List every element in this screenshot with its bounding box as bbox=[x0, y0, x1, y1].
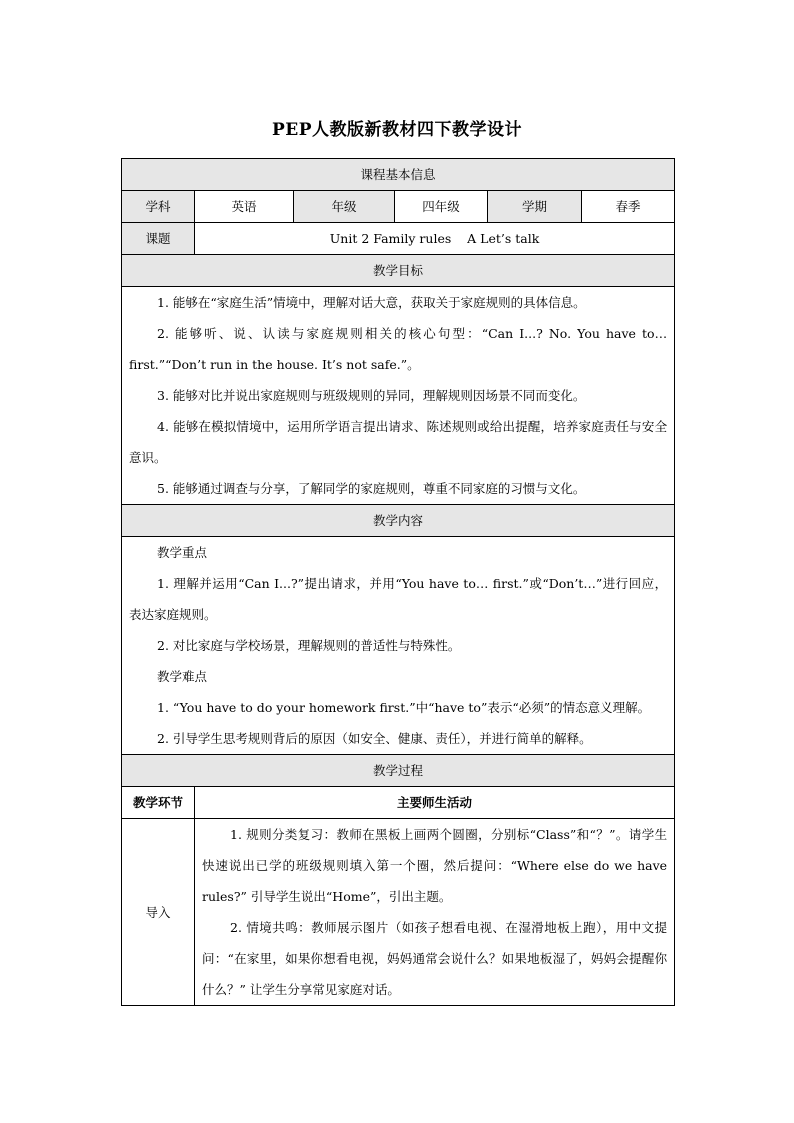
activity-column-header: 主要师生活动 bbox=[195, 787, 675, 819]
basic-info-header: 课程基本信息 bbox=[122, 159, 675, 191]
term-value: 春季 bbox=[582, 191, 675, 223]
basic-info-header-row bbox=[122, 159, 675, 191]
process-row-intro bbox=[122, 819, 675, 1006]
goals-cell bbox=[122, 287, 675, 505]
grade-value: 四年级 bbox=[395, 191, 488, 223]
process-header-row bbox=[122, 755, 675, 787]
lesson-plan-table bbox=[121, 158, 675, 1006]
goals-header: 教学目标 bbox=[122, 255, 675, 287]
key-point-item: 2. 对比家庭与学校场景，理解规则的普适性与特殊性。 bbox=[157, 638, 461, 653]
activity-paragraph: 2. 情境共鸣：教师展示图片（如孩子想看电视、在湿滑地板上跑），用中文提问：“在家里，如果你想看电视，妈妈通常会说什么？如果地板湿了，妈妈会提醒你什么？” 让学生分享常见家庭对话。 bbox=[202, 920, 668, 997]
process-header: 教学过程 bbox=[122, 755, 675, 787]
goal-item: 4. 能够在模拟情境中，运用所学语言提出请求、陈述规则或给出提醒，培养家庭责任与安全意识。 bbox=[129, 419, 668, 465]
activity-paragraph: 1. 规则分类复习：教师在黑板上画两个圆圈，分别标“Class”和“？”。请学生快速说出已学的班级规则填入第一个圈，然后提问：“Where else do we have rules?” 引导学生说出“Home”，引出主题。 bbox=[202, 827, 668, 904]
goal-item: 1. 能够在“家庭生活”情境中，理解对话大意，获取关于家庭规则的具体信息。 bbox=[157, 295, 586, 310]
content-cell bbox=[122, 537, 675, 755]
goal-item: 2. 能够听、说、认读与家庭规则相关的核心句型：“Can I...? No. You have to… first.”“Don’t run in the house. It’s not safe.”。 bbox=[129, 326, 668, 372]
subject-value: 英语 bbox=[195, 191, 294, 223]
goal-item: 3. 能够对比并说出家庭规则与班级规则的异同，理解规则因场景不同而变化。 bbox=[157, 388, 586, 403]
key-point-item: 1. 理解并运用“Can I...?”提出请求，并用“You have to… first.”或“Don’t…”进行回应，表达家庭规则。 bbox=[129, 576, 668, 622]
subject-label: 学科 bbox=[122, 191, 195, 223]
content-header: 教学内容 bbox=[122, 505, 675, 537]
goals-row bbox=[122, 287, 675, 505]
difficult-point-item: 1. “You have to do your homework first.”中“have to”表示“必须”的情态意义理解。 bbox=[157, 700, 651, 715]
difficult-point-item: 2. 引导学生思考规则背后的原因（如安全、健康、责任），并进行简单的解释。 bbox=[157, 731, 592, 746]
document-title: PEP人教版新教材四下教学设计 bbox=[271, 120, 523, 140]
grade-label: 年级 bbox=[294, 191, 395, 223]
topic-value: Unit 2 Family rules A Let’s talk bbox=[195, 223, 675, 255]
key-points-title: 教学重点 bbox=[157, 545, 208, 560]
content-header-row bbox=[122, 505, 675, 537]
activity-cell bbox=[195, 819, 675, 1006]
topic-label: 课题 bbox=[122, 223, 195, 255]
goal-item: 5. 能够通过调查与分享，了解同学的家庭规则，尊重不同家庭的习惯与文化。 bbox=[157, 481, 586, 496]
goals-header-row bbox=[122, 255, 675, 287]
difficult-points-title: 教学难点 bbox=[157, 669, 208, 684]
process-columns-row bbox=[122, 787, 675, 819]
stage-column-header: 教学环节 bbox=[122, 787, 195, 819]
content-row bbox=[122, 537, 675, 755]
stage-name: 导入 bbox=[122, 819, 195, 1006]
topic-row bbox=[122, 223, 675, 255]
term-label: 学期 bbox=[488, 191, 582, 223]
basic-info-row bbox=[122, 191, 675, 223]
